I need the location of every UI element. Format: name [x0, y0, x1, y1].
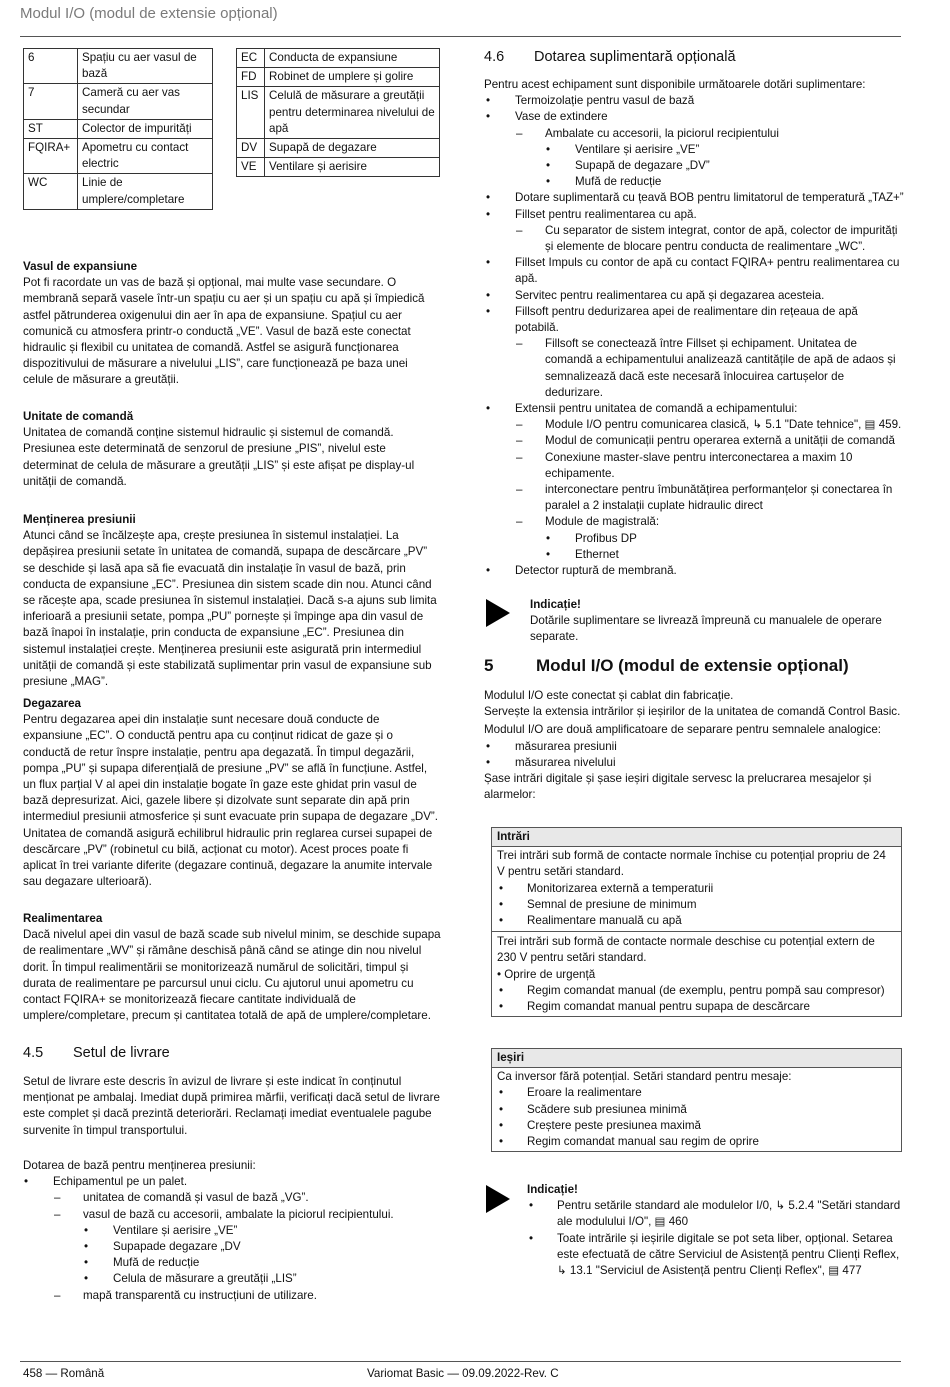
real-text: Dacă nivelul apei din vasul de bază scade sub nivelul minim, se deschide supapa de realimentare „WV” și rămâne deschisă până când se atinge din nou nivelul dorit. În timpul realimentării se monitorizează numărul de solicitări, timpul și durata de realimentare pe parcursul unui ciclu. Cu ajutorul unui apometru cu contact FQIRA+ se monitorizează fiecare cantitate individuală de umplere/completare, precum și cantitatea totală de apă de umplere/completare. — [23, 928, 441, 1023]
legend-desc: Colector de impurități — [78, 119, 213, 138]
legend-code: EC — [237, 49, 265, 68]
list-marker: – — [516, 515, 523, 529]
list-item — [484, 93, 904, 109]
list-text: Fillset pentru realimentarea cu apă. — [515, 207, 697, 221]
legend-desc: Supapă de degazare — [265, 139, 440, 158]
inputs-box — [491, 827, 902, 1017]
footer-divider — [20, 1361, 901, 1362]
list-item — [484, 547, 904, 563]
table-row — [24, 139, 213, 174]
list-text: Regim comandat manual sau regim de oprire — [527, 1135, 759, 1149]
list-text: Modul de comunicații pentru operarea externă a unității de comandă — [545, 434, 895, 448]
s45-list-block — [23, 1158, 441, 1304]
footer-page: 458 — Română — [23, 1367, 105, 1380]
inputs-heading: Intrări — [492, 828, 901, 847]
note-2-title: Indicație! — [527, 1183, 578, 1196]
list-text: Toate intrările și ieșirile digitale se pot seta liber, opțional. Setarea este efectuată de către Serviciul de Asistență pentru Clienți Reflex, ↳ 13.1 "Serviciul de Asistență pentru Clienți Reflex", ▤ 477 — [557, 1231, 900, 1278]
list-item — [23, 1271, 441, 1287]
s5-block — [484, 688, 904, 803]
list-item — [484, 288, 904, 304]
outputs-list — [497, 1085, 896, 1150]
list-text: Monitorizarea externă a temperaturii — [527, 881, 714, 895]
list-marker: • — [486, 94, 491, 108]
list-item — [497, 983, 896, 999]
s5-p2: Servește la extensia intrărilor și ieșirilor de la unitatea de comandă Control Basic. — [484, 705, 901, 719]
list-marker: • — [486, 304, 491, 318]
table-row — [237, 49, 440, 68]
note-1-title: Indicație! — [530, 598, 581, 611]
outputs-text: Ca inversor fără potențial. Setări standard pentru mesaje: — [497, 1070, 792, 1084]
list-text: Mufă de reducție — [113, 1256, 200, 1270]
list-marker: • — [486, 256, 491, 270]
s45-list — [23, 1174, 441, 1304]
bullet-icon: • — [499, 1118, 504, 1132]
list-text: unitatea de comandă și vasul de bază „VG”. — [83, 1191, 309, 1205]
section-title: Setul de livrare — [73, 1045, 170, 1061]
list-marker: • — [84, 1256, 89, 1270]
legend-table-right — [236, 48, 440, 177]
note-arrow-icon — [486, 599, 510, 627]
list-text: Semnal de presiune de minimum — [527, 897, 697, 911]
list-marker: – — [516, 337, 523, 351]
outputs-heading: Ieșiri — [492, 1049, 901, 1068]
section-title: Dotarea suplimentară opțională — [534, 49, 736, 65]
list-marker: – — [54, 1288, 61, 1302]
list-item — [497, 881, 896, 897]
list-text: Regim comandat manual pentru supapa de descărcare — [527, 1000, 810, 1014]
inputs-list-2 — [497, 983, 896, 1015]
list-item — [484, 433, 904, 449]
list-text: Dotare suplimentară cu țeavă BOB pentru limitatorul de temperatură „TAZ+” — [515, 191, 904, 205]
list-text: Echipamentul pe un palet. — [53, 1175, 188, 1189]
section-realimentare — [23, 911, 441, 1024]
list-item — [484, 190, 904, 206]
list-item — [23, 1190, 441, 1206]
section-vas — [23, 259, 441, 389]
list-text: Creștere peste presiunea maximă — [527, 1118, 701, 1132]
s45-text: Setul de livrare este descris în avizul de livrare și este indicat în conținutul menționat pe ambalaj. Imediat după primirea mărfii, verificați dacă setul de livrare este complet și dacă prezintă deteriorări. Reclamați imediat eventualele pagube survenite în timpul transportului. — [23, 1075, 440, 1137]
list-text: Fillsoft pentru dedurizarea apei de realimentare din rețeaua de apă potabilă. — [515, 304, 858, 335]
section-number: 4.6 — [484, 49, 505, 65]
list-item — [484, 142, 904, 158]
table-row — [237, 139, 440, 158]
bullet-icon: • — [499, 881, 504, 895]
list-item — [23, 1174, 441, 1190]
legend-desc: Linie de umplere/completare — [78, 174, 213, 209]
list-item — [497, 1085, 896, 1101]
legend-desc: Apometru cu contact electric — [78, 139, 213, 174]
bullet-icon: • — [499, 1135, 504, 1149]
list-text: Ventilare și aerisire „VE” — [575, 142, 700, 156]
list-marker: • — [486, 191, 491, 205]
list-marker: – — [54, 1191, 61, 1205]
legend-desc: Celulă de măsurare a greutății pentru determinarea nivelului de apă — [265, 87, 440, 139]
list-marker: • — [546, 142, 551, 156]
footer-doc: Variomat Basic — 09.09.2022-Rev. C — [367, 1367, 559, 1380]
list-marker: • — [486, 755, 491, 769]
legend-code: WC — [24, 174, 78, 209]
pres-text: Atunci când se încălzește apa, crește presiunea în sistemul instalației. La depășirea presiunii setate în unitatea de comandă, supapa de descărcare „PV” se deschide și lasă apa să fie evacuată din instalație în vasul de bază, prin conducta de expansiune „EC”. Presiunea din sistem scade din nou. Atunci când se răcește apa, scade presiunea în sistemul instalației. Dacă s-a ajuns sub limita inferioară a presiunii setate, pompa „PU” pornește și împinge apa din vasul de bază înapoi în instalație, prin conducta de expansiune „EC”. Presiunea din sistemul instalației crește. Menținerea presiunii este asigurată prin intermediul unității de comandă și este stabilizată suplimentar prin vasul de expansiune sub presiune „MAG”. — [23, 529, 437, 689]
list-item — [527, 1198, 901, 1230]
note-2 — [527, 1182, 901, 1279]
list-text: Supapade degazare „DV — [113, 1240, 241, 1254]
section-title: Modul I/O (modul de extensie opțional) — [536, 656, 849, 675]
list-marker: • — [486, 564, 491, 578]
list-item — [23, 1223, 441, 1239]
list-item — [497, 1118, 896, 1134]
list-item — [484, 755, 904, 771]
list-item — [484, 158, 904, 174]
s46-list — [484, 93, 904, 579]
list-text: Ventilare și aerisire „VE” — [113, 1223, 238, 1237]
list-text: Conexiune master-slave pentru interconectarea a maxim 10 echipamente. — [545, 450, 853, 480]
legend-code: FD — [237, 68, 265, 87]
list-item — [484, 174, 904, 190]
note-1-text: Dotările suplimentare se livrează împreună cu manualele de operare separate. — [530, 614, 882, 644]
list-text: Termoizolație pentru vasul de bază — [515, 94, 695, 108]
table-row — [237, 158, 440, 177]
list-text: Module de magistrală: — [545, 515, 660, 529]
list-item — [484, 223, 904, 255]
bullet-icon: • — [499, 1102, 504, 1116]
list-item — [497, 1102, 896, 1118]
list-item — [484, 401, 904, 417]
bullet-icon: • — [499, 1086, 504, 1100]
table-row — [237, 87, 440, 139]
table-row — [24, 174, 213, 209]
list-item — [497, 1134, 896, 1150]
list-text: Pentru setările standard ale modulelor I/0, ↳ 5.2.4 "Setări standard ale modulului I/O", ▤ 460 — [557, 1199, 901, 1229]
list-item — [484, 482, 904, 514]
list-item — [484, 207, 904, 223]
legend-desc: Cameră cu aer vas secundar — [78, 84, 213, 119]
legend-code: ST — [24, 119, 78, 138]
s45-text-block — [23, 1074, 441, 1139]
list-marker: • — [486, 402, 491, 416]
list-marker: • — [486, 110, 491, 124]
list-item — [484, 255, 904, 287]
list-text: interconectare pentru îmbunătățirea performanțelor și conectarea în paralel a 2 instalații cuplate hidraulic direct — [545, 483, 893, 513]
table-row — [24, 49, 213, 84]
list-item — [484, 304, 904, 336]
list-item — [23, 1255, 441, 1271]
list-marker: • — [486, 739, 491, 753]
list-marker: • — [486, 288, 491, 302]
list-text: Celula de măsurare a greutății „LIS” — [113, 1272, 297, 1286]
list-text: Scădere sub presiunea minimă — [527, 1102, 687, 1116]
list-item — [484, 336, 904, 401]
list-item — [484, 126, 904, 142]
list-text: Detector ruptură de membrană. — [515, 564, 677, 578]
list-text: Ambalate cu accesorii, la piciorul recipientului — [545, 126, 779, 140]
list-marker: • — [84, 1223, 89, 1237]
page-header-title: Modul I/O (modul de extensie opțional) — [20, 5, 278, 22]
list-text: Realimentare manuală cu apă — [527, 914, 682, 928]
list-text: Cu separator de sistem integrat, contor de apă, colector de impurități și elemente de blocare pentru conducta de realimentare „WC”. — [545, 223, 898, 254]
legend-table-left — [23, 48, 213, 210]
unit-heading: Unitate de comandă — [23, 410, 134, 423]
s5-p4: Șase intrări digitale și șase ieșiri digitale servesc la prelucrarea mesajelor și alarmelor: — [484, 772, 872, 802]
list-text: măsurarea presiunii — [515, 739, 617, 753]
table-row — [24, 119, 213, 138]
section-unitate — [23, 409, 441, 490]
list-marker: – — [516, 434, 523, 448]
real-heading: Realimentarea — [23, 912, 103, 925]
s46-block — [484, 77, 904, 579]
list-text: Ethernet — [575, 547, 619, 561]
list-text: Eroare la realimentare — [527, 1086, 642, 1100]
header-divider — [20, 36, 901, 37]
list-item — [23, 1207, 441, 1223]
list-item — [497, 913, 896, 929]
table-row — [24, 84, 213, 119]
s5-p1: Modulul I/O este conectat și cablat din fabricație. — [484, 689, 734, 702]
legend-code: 7 — [24, 84, 78, 119]
list-text: Supapă de degazare „DV” — [575, 159, 710, 173]
list-text: vasul de bază cu accesorii, ambalate la piciorul recipientului. — [83, 1207, 394, 1221]
list-marker: • — [546, 159, 551, 173]
legend-desc: Conducta de expansiune — [265, 49, 440, 68]
inputs-text-2: Trei intrări sub formă de contacte normale deschise cu potențial extern de 230 V pentru setări standard. — [497, 935, 875, 965]
list-marker: • — [84, 1240, 89, 1254]
legend-code: DV — [237, 139, 265, 158]
list-text: Profibus DP — [575, 531, 637, 545]
deg-heading: Degazarea — [23, 697, 82, 710]
outputs-box — [491, 1048, 902, 1152]
list-marker: – — [516, 223, 523, 237]
list-text: Regim comandat manual (de exemplu, pentru pompă sau compresor) — [527, 983, 885, 997]
section-4-5-heading — [23, 1045, 170, 1061]
legend-desc: Ventilare și aerisire — [265, 158, 440, 177]
list-text: Extensii pentru unitatea de comandă a echipamentului: — [515, 402, 798, 416]
list-item — [484, 514, 904, 530]
s5-p3: Modulul I/O are două amplificatoare de separare pentru semnalele analogice: — [484, 723, 882, 737]
table-row — [237, 68, 440, 87]
list-marker: – — [516, 450, 523, 464]
section-number: 5 — [484, 656, 494, 675]
list-text: Vase de extindere — [515, 110, 608, 124]
list-text: Fillsoft se conectează între Fillset și echipament. Unitatea de comandă a echipamentului analizează cantitățile de apă de adaos și semnalizează dacă este necesară înlocuirea cartușelor de dedurizare. — [545, 337, 896, 399]
bullet-icon: • — [499, 914, 504, 928]
s5-list — [484, 739, 904, 771]
section-presiune — [23, 512, 441, 690]
list-marker: • — [486, 207, 491, 221]
bullet-icon: • — [529, 1231, 534, 1245]
list-text: Module I/O pentru comunicarea clasică, ↳ 5.1 "Date tehnice", ▤ 459. — [545, 418, 902, 432]
list-item — [527, 1231, 901, 1280]
s45-intro: Dotarea de bază pentru menținerea presiunii: — [23, 1159, 256, 1172]
list-marker: • — [546, 547, 551, 561]
unit-text: Unitatea de comandă conține sistemul hidraulic și sistemul de comandă. Presiunea este determinată de senzorul de presiune „PIS”, nivelul este determinat de celula de măsurare a greutății „LIS” și este afișat pe display-ul unității de comandă. — [23, 426, 415, 488]
list-item — [497, 897, 896, 913]
list-marker: • — [84, 1272, 89, 1286]
legend-code: FQIRA+ — [24, 139, 78, 174]
vas-text: Pot fi racordate un vas de bază și opțional, mai multe vase secundare. O membrană separă vasele într-un spațiu cu aer și un spațiu cu apă și împiedică astfel pătrunderea oxigenului din aer în apa de expansiune. Spațiul cu aer comunică cu atmosfera printr-o conductă „VE”. Vasul de bază este conectat hidraulic și flexibil cu unitatea de comandă. Astfel se asigură funcționarea dispozitivului de măsurare a nivelului „LIS”, care funcționează pe baza unei celule de măsurare a greutății. — [23, 276, 425, 387]
list-item — [497, 999, 896, 1015]
legend-desc: Spațiu cu aer vasul de bază — [78, 49, 213, 84]
legend-desc: Robinet de umplere și golire — [265, 68, 440, 87]
list-item — [23, 1239, 441, 1255]
list-text: Fillset Impuls cu contor de apă cu contact FQIRA+ pentru realimentarea cu apă. — [515, 256, 900, 286]
pres-heading: Menținerea presiunii — [23, 513, 136, 526]
note-2-list — [527, 1198, 901, 1279]
inputs-text-1: Trei intrări sub formă de contacte normale închise cu potențial propriu de 24 V pentru setări standard. — [497, 849, 886, 879]
vas-heading: Vasul de expansiune — [23, 260, 138, 273]
bullet-icon: • — [529, 1199, 534, 1213]
inputs-text-3: • Oprire de urgență — [497, 967, 596, 981]
legend-code: LIS — [237, 87, 265, 139]
list-marker: • — [24, 1175, 29, 1189]
list-item — [484, 417, 904, 433]
bullet-icon: • — [499, 1000, 504, 1014]
list-item — [484, 739, 904, 755]
list-item — [484, 450, 904, 482]
list-item — [484, 531, 904, 547]
list-text: mapă transparentă cu instrucțiuni de utilizare. — [83, 1288, 317, 1302]
list-marker: – — [516, 483, 523, 497]
list-text: măsurarea nivelului — [515, 755, 616, 769]
note-arrow-icon — [486, 1185, 510, 1213]
list-marker: – — [516, 126, 523, 140]
section-5-heading — [484, 658, 849, 674]
list-marker: • — [546, 175, 551, 189]
list-marker: – — [516, 418, 523, 432]
note-1 — [530, 597, 900, 646]
list-marker: • — [546, 531, 551, 545]
list-item — [23, 1288, 441, 1304]
list-marker: – — [54, 1207, 61, 1221]
s46-intro: Pentru acest echipament sunt disponibile următoarele dotări suplimentare: — [484, 78, 866, 91]
inputs-list-1 — [497, 881, 896, 930]
section-degazare — [23, 696, 441, 890]
bullet-icon: • — [499, 897, 504, 911]
legend-code: 6 — [24, 49, 78, 84]
list-text: Mufă de reducție — [575, 175, 662, 189]
deg-text: Pentru degazarea apei din instalație sunt necesare două conducte de expansiune „EC”. O conductă pentru apa cu conținut ridicat de gaze și o conductă de retur înspre instalație, pentru apa degazată. În timpul degazării, pompa „PU” și supapa diferențială de presiune „PV” se află în funcțiune. Astfel, un flux parțial V al apei din instalație bogate în gaze este ghidat prin vasul de bază depresurizat. Aici, gazele libere și dizolvate sunt separate din apă prin intermediul presiunii atmosferice și sunt evacuate prin supapa de degazare „DV”. Unitatea de comandă asigură echilibrul hidraulic prin reglarea cursei supapei de descărcare „PV” (robinetul cu bilă, acționat cu motor). Acest proces poate fi aplicat în trei variante diferite (degazare continuă, degazare la anumite intervale sau degazare ulterioară). — [23, 713, 439, 889]
bullet-icon: • — [499, 983, 504, 997]
list-item — [484, 109, 904, 125]
section-number: 4.5 — [23, 1045, 44, 1061]
section-4-6-heading — [484, 49, 736, 65]
list-text: Servitec pentru realimentarea cu apă și degazarea acesteia. — [515, 288, 825, 302]
list-item — [484, 563, 904, 579]
legend-code: VE — [237, 158, 265, 177]
